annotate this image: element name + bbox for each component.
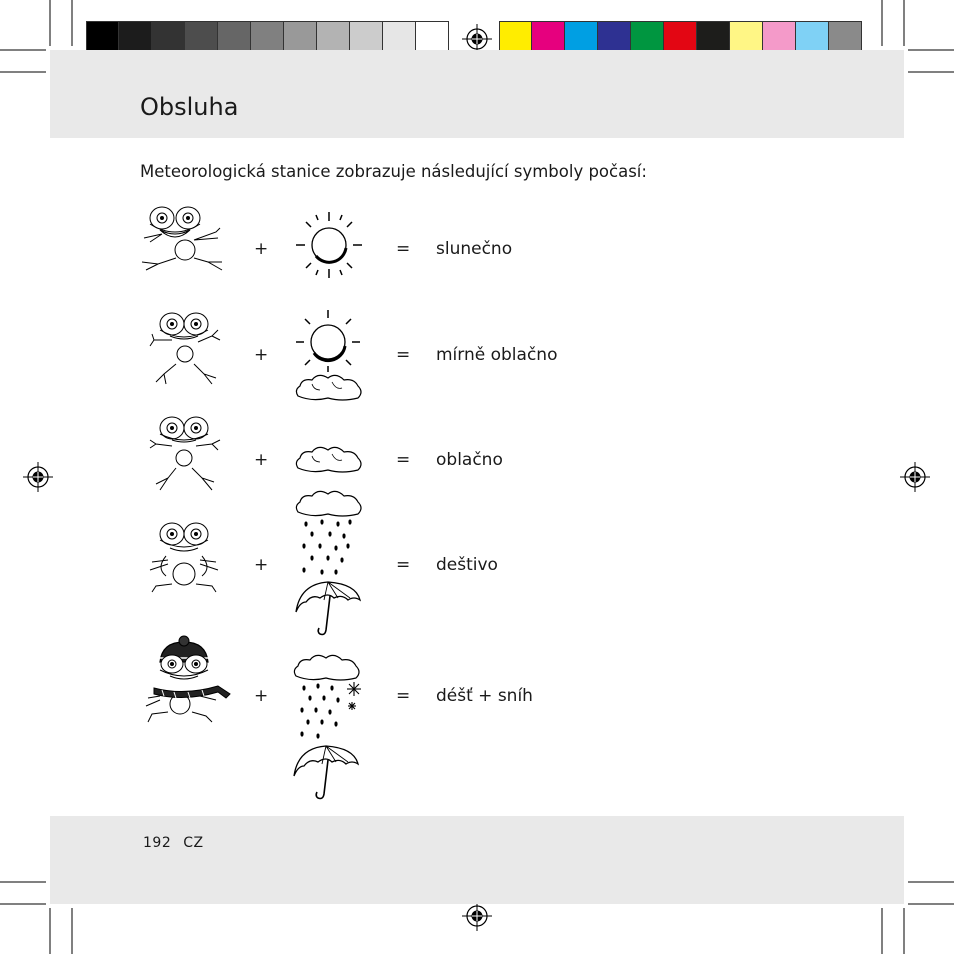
intro-text: Meteorologická stanice zobrazuje následující symboly počasí: — [140, 162, 647, 181]
equals-sign: = — [396, 239, 411, 259]
rain-snow-umbrella-icon — [290, 652, 362, 802]
page-footer — [143, 835, 204, 851]
cloud-icon — [292, 444, 364, 474]
page-title: Obsluha — [140, 93, 239, 121]
frog-jumping-icon — [138, 204, 224, 274]
equals-sign: = — [396, 450, 411, 470]
registration-mark-left-icon — [23, 462, 53, 492]
weather-label-rain-snow: déšť + sníh — [436, 686, 533, 706]
page-number: 192 — [143, 835, 172, 851]
equals-sign: = — [396, 345, 411, 365]
plus-sign: + — [254, 555, 269, 575]
rain-umbrella-icon — [292, 488, 364, 638]
language-code: CZ — [183, 835, 204, 851]
frog-scarf-hat-icon — [140, 636, 232, 728]
plus-sign: + — [254, 239, 269, 259]
frog-sitting-icon — [146, 520, 222, 596]
plus-sign: + — [254, 450, 269, 470]
weather-label-sunny: slunečno — [436, 239, 513, 259]
equals-sign: = — [396, 686, 411, 706]
sun-icon — [294, 210, 364, 280]
frog-climbing-icon — [146, 310, 226, 388]
registration-mark-right-icon — [900, 462, 930, 492]
plus-sign: + — [254, 686, 269, 706]
footer-band — [50, 816, 904, 904]
plus-sign: + — [254, 345, 269, 365]
weather-label-rainy: deštivo — [436, 555, 498, 575]
weather-label-partly-cloudy: mírně oblačno — [436, 345, 558, 365]
weather-label-cloudy: oblačno — [436, 450, 503, 470]
registration-mark-bottom-icon — [462, 901, 492, 931]
frog-standing-icon — [146, 414, 226, 494]
sun-cloud-icon — [292, 310, 364, 402]
equals-sign: = — [396, 555, 411, 575]
